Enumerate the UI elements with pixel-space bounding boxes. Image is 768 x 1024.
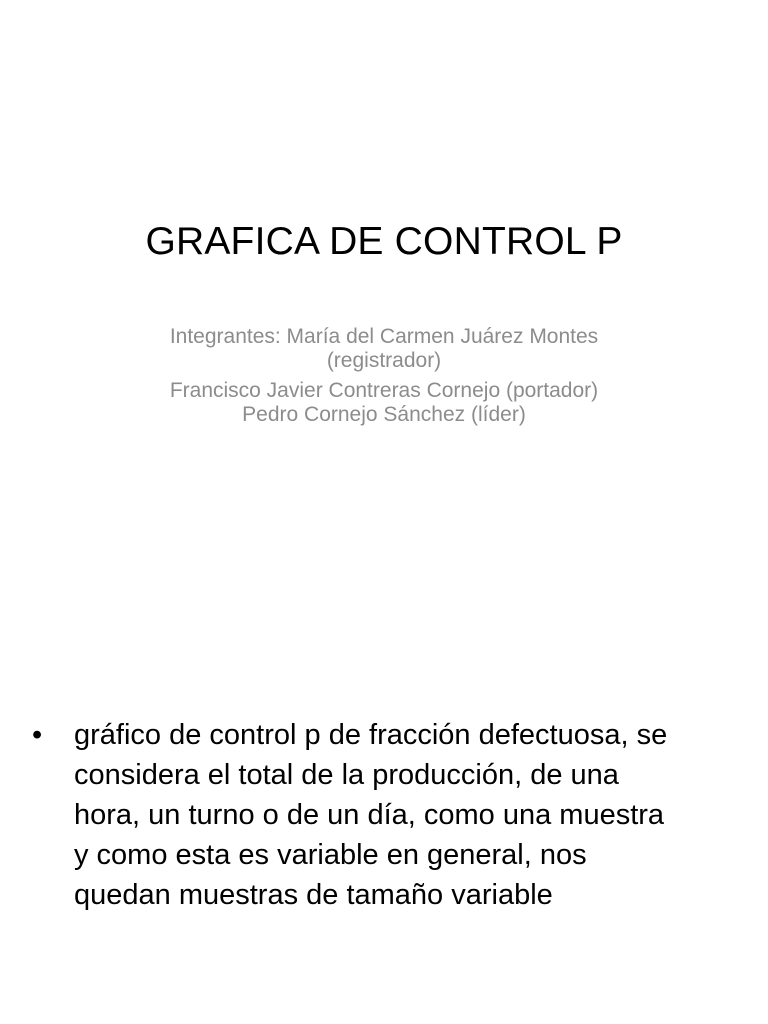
bullet-line-4: y como esta es variable en general, nos <box>74 839 587 871</box>
subtitle-line-role: (registrador) <box>326 349 442 372</box>
bullet-item <box>28 715 740 915</box>
slide-subtitle <box>60 325 708 427</box>
bullet-line-1: gráfico de control p de fracción defectuosa, se <box>74 719 668 751</box>
subtitle-line-members: Integrantes: María del Carmen Juárez Montes <box>169 325 599 348</box>
bullet-marker: • <box>32 719 43 751</box>
slide-title: GRAFICA DE CONTROL P <box>145 220 623 263</box>
subtitle-line-member-3: Pedro Cornejo Sánchez (líder) <box>242 403 526 426</box>
bullet-list <box>28 715 740 915</box>
bullet-line-3: hora, un turno o de un día, como una muestra <box>74 799 665 831</box>
bullet-line-5: quedan muestras de tamaño variable <box>74 879 553 911</box>
subtitle-line-member-2: Francisco Javier Contreras Cornejo (portador) <box>169 379 599 402</box>
content-slide <box>0 512 768 1024</box>
bullet-line-2: considera el total de la producción, de una <box>74 759 619 791</box>
